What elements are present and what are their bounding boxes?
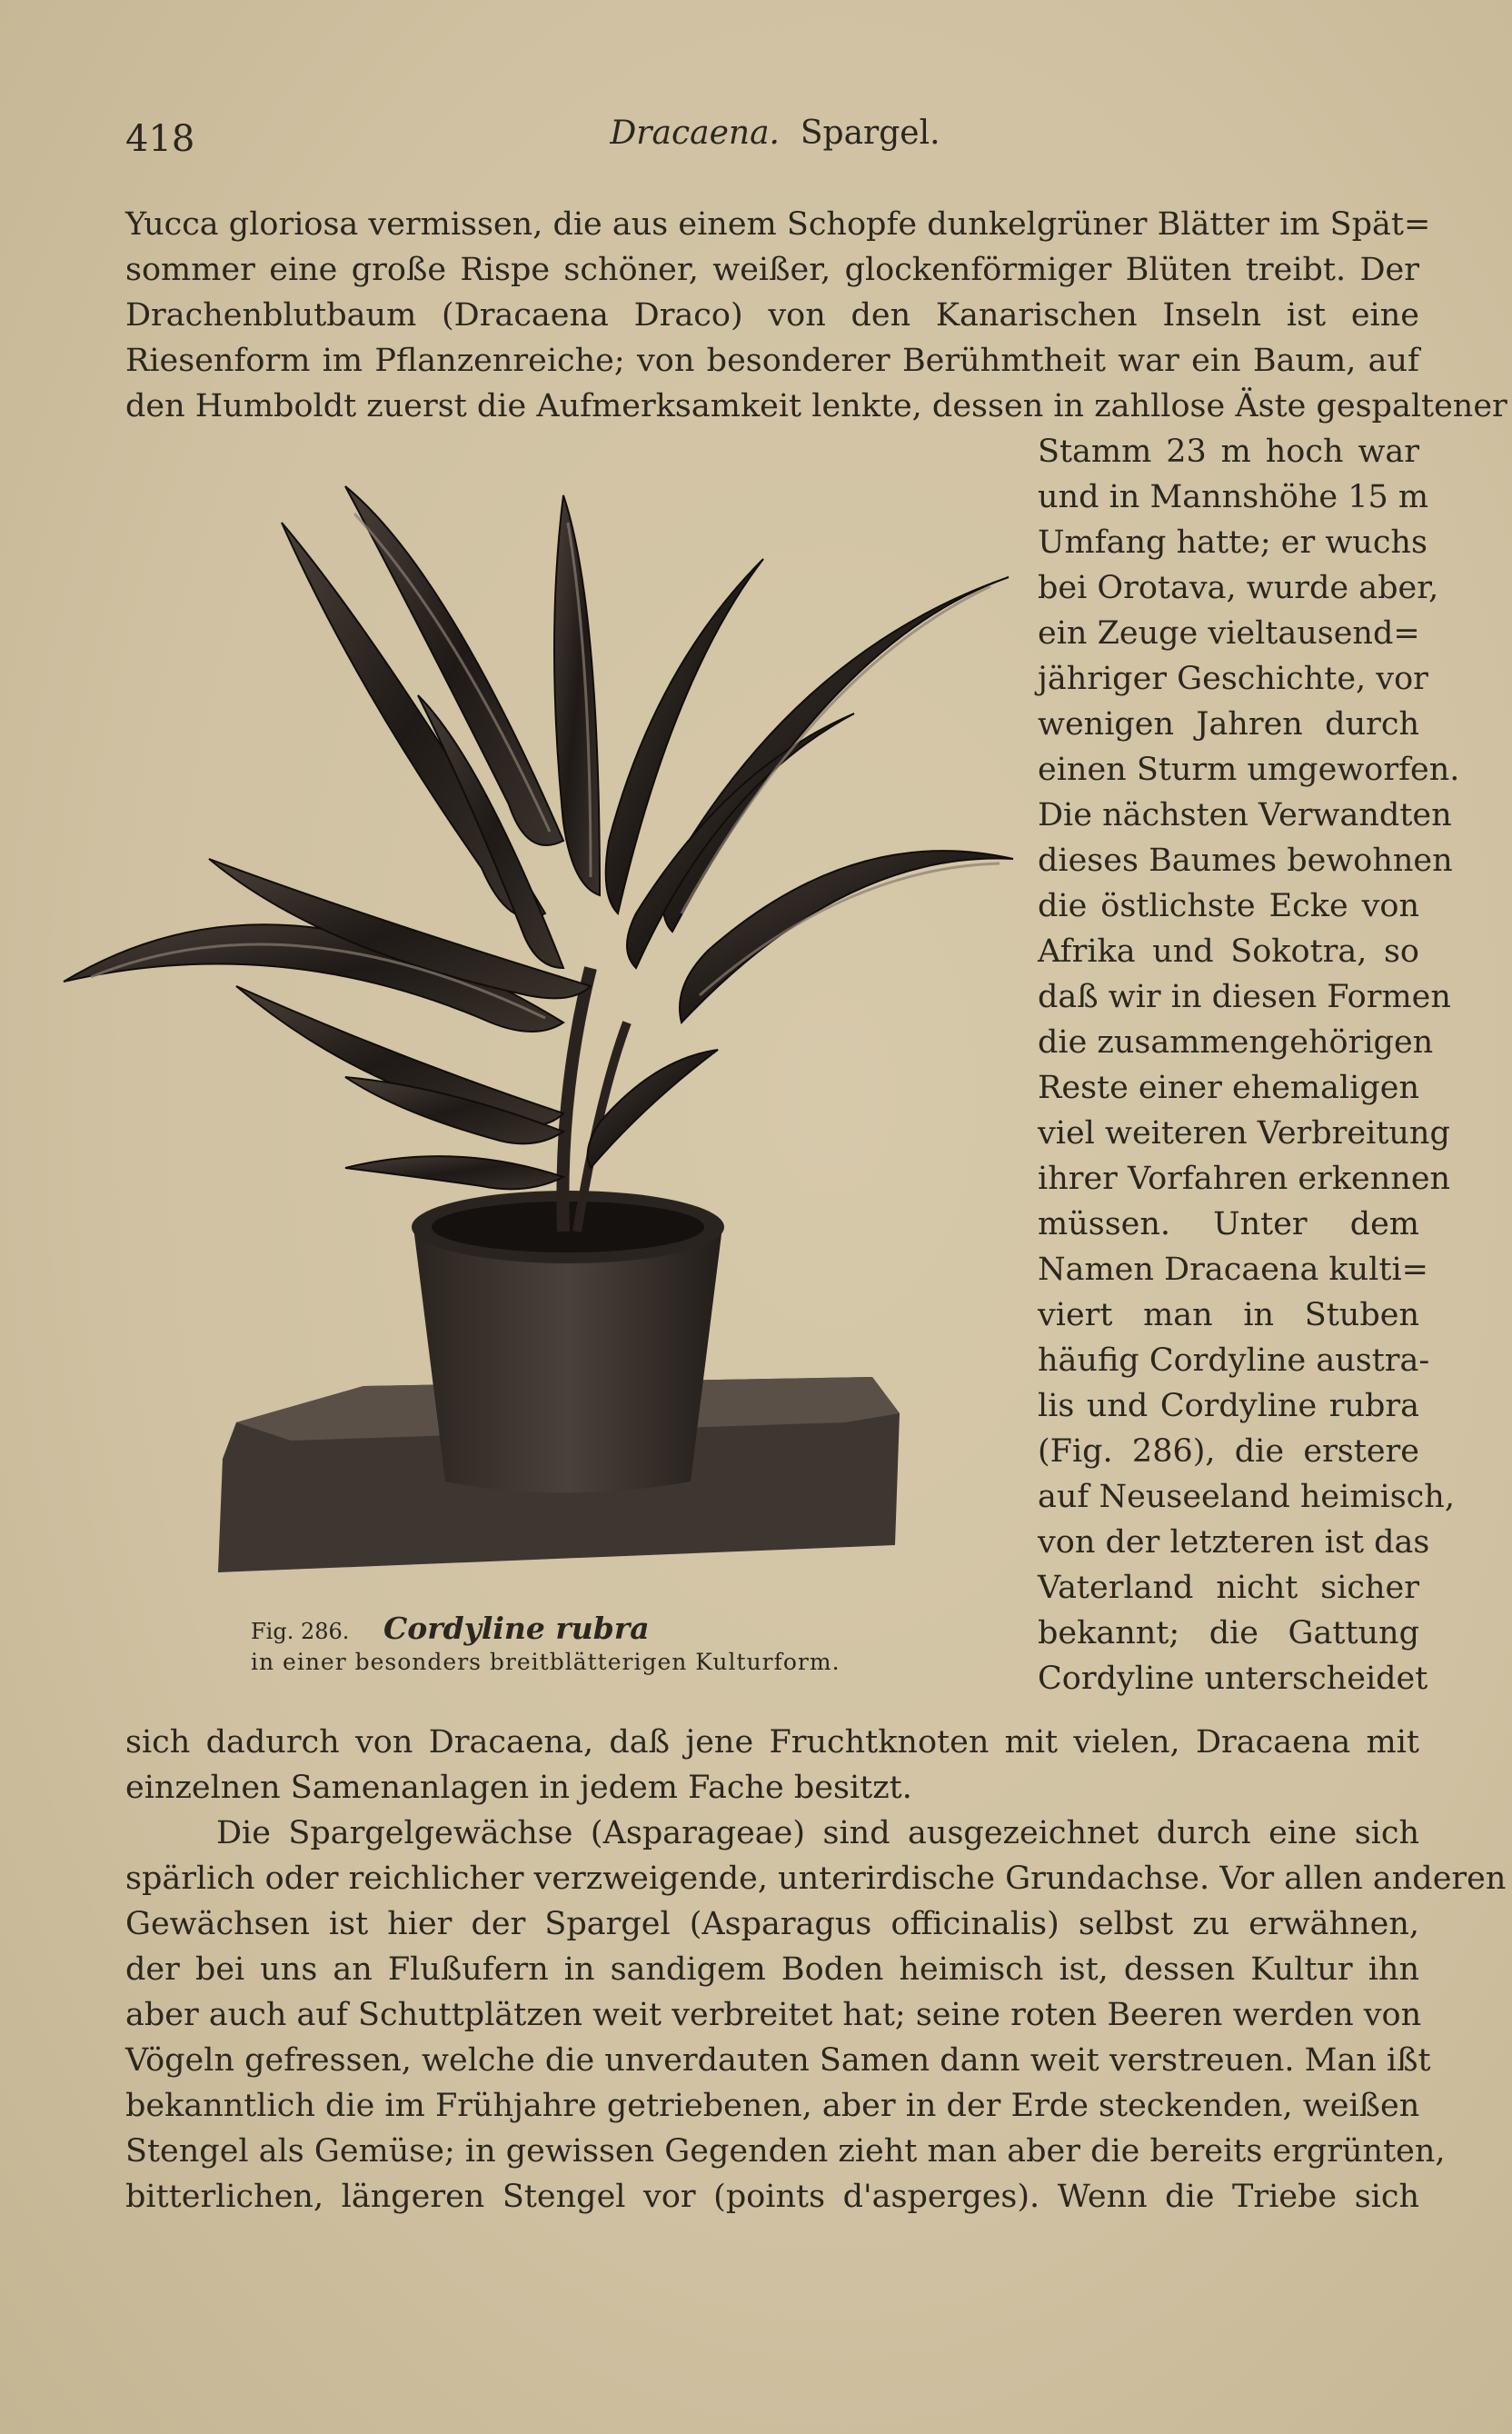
- text-line: Vögeln gefressen, welche die unverdauten Samen dann weit verstreuen. Man ißt: [125, 2042, 1431, 2079]
- figure-number: Fig. 286.: [251, 1619, 350, 1644]
- running-title-topic: Spargel.: [800, 115, 940, 152]
- text-line: jähriger Geschichte, vor: [1038, 661, 1428, 697]
- running-title: [125, 115, 1425, 152]
- cordyline-plant-illustration: [55, 459, 1018, 1591]
- text-line: Stengel als Gemüse; in gewissen Gegenden zieht man aber die bereits ergrünten,: [125, 2133, 1446, 2170]
- text-line: Cordyline unterscheidet: [1038, 1661, 1428, 1697]
- text-line: auf Neuseeland heimisch,: [1038, 1479, 1455, 1515]
- text-line: die östlichste Ecke von: [1038, 888, 1419, 924]
- text-line: viel weiteren Verbreitung: [1038, 1115, 1450, 1152]
- text-line: Umfang hatte; er wuchs: [1038, 524, 1427, 561]
- text-line: Die nächsten Verwandten: [1038, 797, 1452, 833]
- text-line: Gewächsen ist hier der Spargel (Asparagus officinalis) selbst zu erwähnen,: [125, 1906, 1419, 1942]
- figure-caption: [251, 1611, 650, 1646]
- text-line: bekanntlich die im Frühjahre getriebenen, aber in der Erde steckenden, weißen: [125, 2088, 1420, 2124]
- text-line: bitterlichen, längeren Stengel vor (points d'asperges). Wenn die Triebe sich: [125, 2179, 1419, 2215]
- running-title-genus: Dracaena.: [610, 115, 780, 152]
- text-line: den Humboldt zuerst die Aufmerksamkeit lenkte, dessen in zahllose Äste gespaltener: [125, 388, 1507, 424]
- text-line: sommer eine große Rispe schöner, weißer, glockenförmiger Blüten treibt. Der: [125, 252, 1419, 288]
- text-line: müssen. Unter dem: [1038, 1206, 1419, 1242]
- text-line: Vaterland nicht sicher: [1038, 1570, 1419, 1606]
- text-line: aber auch auf Schuttplätzen weit verbreitet hat; seine roten Beeren werden von: [125, 1997, 1422, 2033]
- page-number: 418: [125, 118, 195, 160]
- text-line: von der letzteren ist das: [1038, 1524, 1430, 1561]
- text-line: Reste einer ehemaligen: [1038, 1070, 1420, 1106]
- text-line: bei Orotava, wurde aber,: [1038, 570, 1439, 606]
- text-line: und in Mannshöhe 15 m: [1038, 479, 1429, 515]
- text-line: einzelnen Samenanlagen in jedem Fache besitzt.: [125, 1770, 912, 1806]
- text-line: bekannt; die Gattung: [1038, 1615, 1419, 1651]
- text-line: sich dadurch von Dracaena, daß jene Fruchtknoten mit vielen, Dracaena mit: [125, 1724, 1419, 1761]
- text-line: Riesenform im Pflanzenreiche; von besonderer Berühmtheit war ein Baum, auf: [125, 343, 1419, 379]
- text-line: dieses Baumes bewohnen: [1038, 843, 1453, 879]
- text-line: Die Spargelgewächse (Asparageae) sind ausgezeichnet durch eine sich: [216, 1815, 1419, 1851]
- text-line: die zusammengehörigen: [1038, 1024, 1434, 1061]
- text-line: viert man in Stuben: [1038, 1297, 1419, 1333]
- text-line: ein Zeuge vieltausend=: [1038, 615, 1420, 652]
- text-line: (Fig. 286), die erstere: [1038, 1433, 1419, 1470]
- text-line: lis und Cordyline rubra: [1038, 1388, 1419, 1424]
- text-line: Stamm 23 m hoch war: [1038, 434, 1419, 470]
- text-line: Drachenblutbaum (Dracaena Draco) von den Kanarischen Inseln ist eine: [125, 297, 1419, 334]
- text-line: Afrika und Sokotra, so: [1038, 933, 1419, 970]
- page-header: [125, 111, 1425, 160]
- text-line: daß wir in diesen Formen: [1038, 979, 1451, 1015]
- text-line: einen Sturm umgeworfen.: [1038, 752, 1460, 788]
- text-line: Namen Dracaena kulti=: [1038, 1252, 1428, 1288]
- figure-subtitle: in einer besonders breitblätterigen Kulturform.: [251, 1649, 841, 1675]
- text-line: Yucca gloriosa vermissen, die aus einem Schopfe dunkelgrüner Blätter im Spät=: [125, 206, 1431, 243]
- text-line: der bei uns an Flußufern in sandigem Boden heimisch ist, dessen Kultur ihn: [125, 1951, 1419, 1988]
- text-line: wenigen Jahren durch: [1038, 706, 1419, 743]
- text-line: spärlich oder reichlicher verzweigende, unterirdische Grundachse. Vor allen anderen: [125, 1860, 1507, 1897]
- text-line: ihrer Vorfahren erkennen: [1038, 1161, 1451, 1197]
- text-line: häufig Cordyline austra-: [1038, 1342, 1430, 1379]
- figure-title: Cordyline rubra: [383, 1611, 650, 1646]
